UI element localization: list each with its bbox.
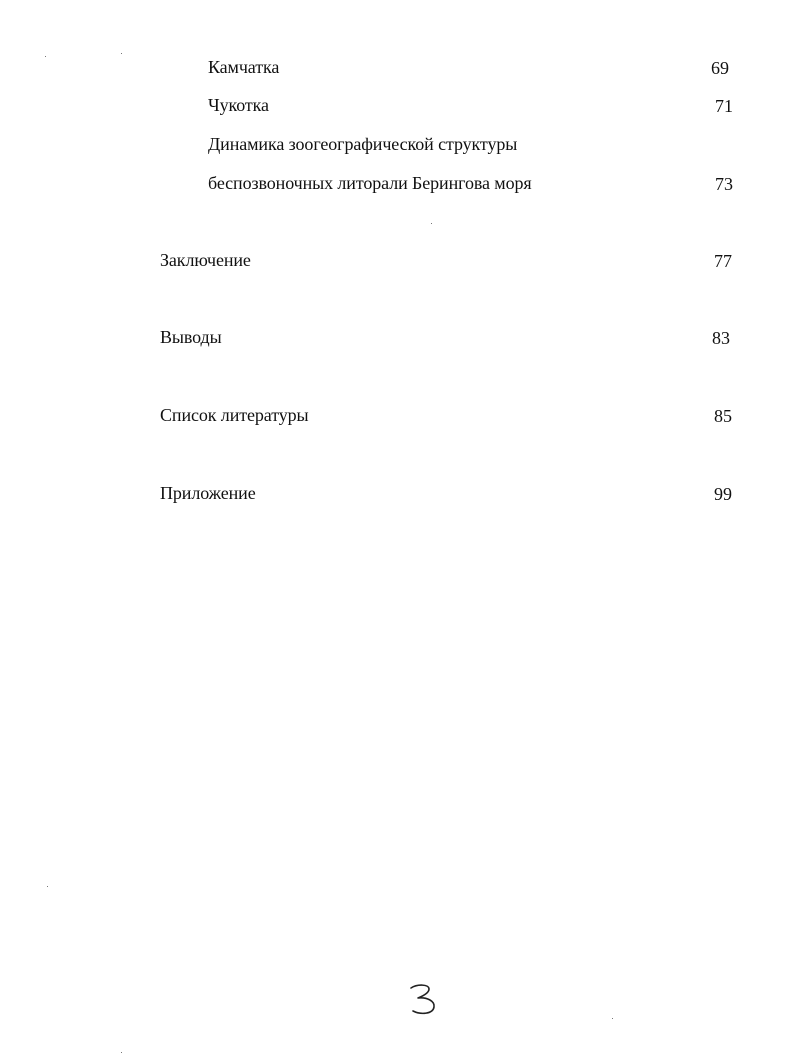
toc-entry-findings: Выводы <box>160 327 222 347</box>
scan-speck <box>121 53 122 54</box>
toc-page-findings: 83 <box>712 328 730 348</box>
toc-page-conclusion: 77 <box>714 251 732 271</box>
toc-page-chukotka: 71 <box>715 96 733 116</box>
toc-page-references: 85 <box>714 406 732 426</box>
scan-speck <box>45 56 46 57</box>
toc-page-dynamics: 73 <box>715 174 733 194</box>
scan-speck <box>431 223 432 224</box>
toc-entry-chukotka: Чукотка <box>208 95 269 115</box>
handwritten-page-number <box>405 980 445 1020</box>
toc-entry-references: Список литературы <box>160 405 309 425</box>
scan-speck <box>47 886 48 887</box>
toc-entry-dynamics-line2: беспозвоночных литорали Берингова моря <box>208 173 532 193</box>
toc-page-appendix: 99 <box>714 484 732 504</box>
scan-speck <box>612 1018 613 1019</box>
toc-entry-kamchatka: Камчатка <box>208 57 280 77</box>
toc-entry-appendix: Приложение <box>160 483 256 503</box>
toc-entry-dynamics-line1: Динамика зоогеографической структуры <box>208 134 518 154</box>
toc-entry-conclusion: Заключение <box>160 250 251 270</box>
toc-page-kamchatka: 69 <box>711 58 729 78</box>
scan-speck <box>121 1052 122 1053</box>
